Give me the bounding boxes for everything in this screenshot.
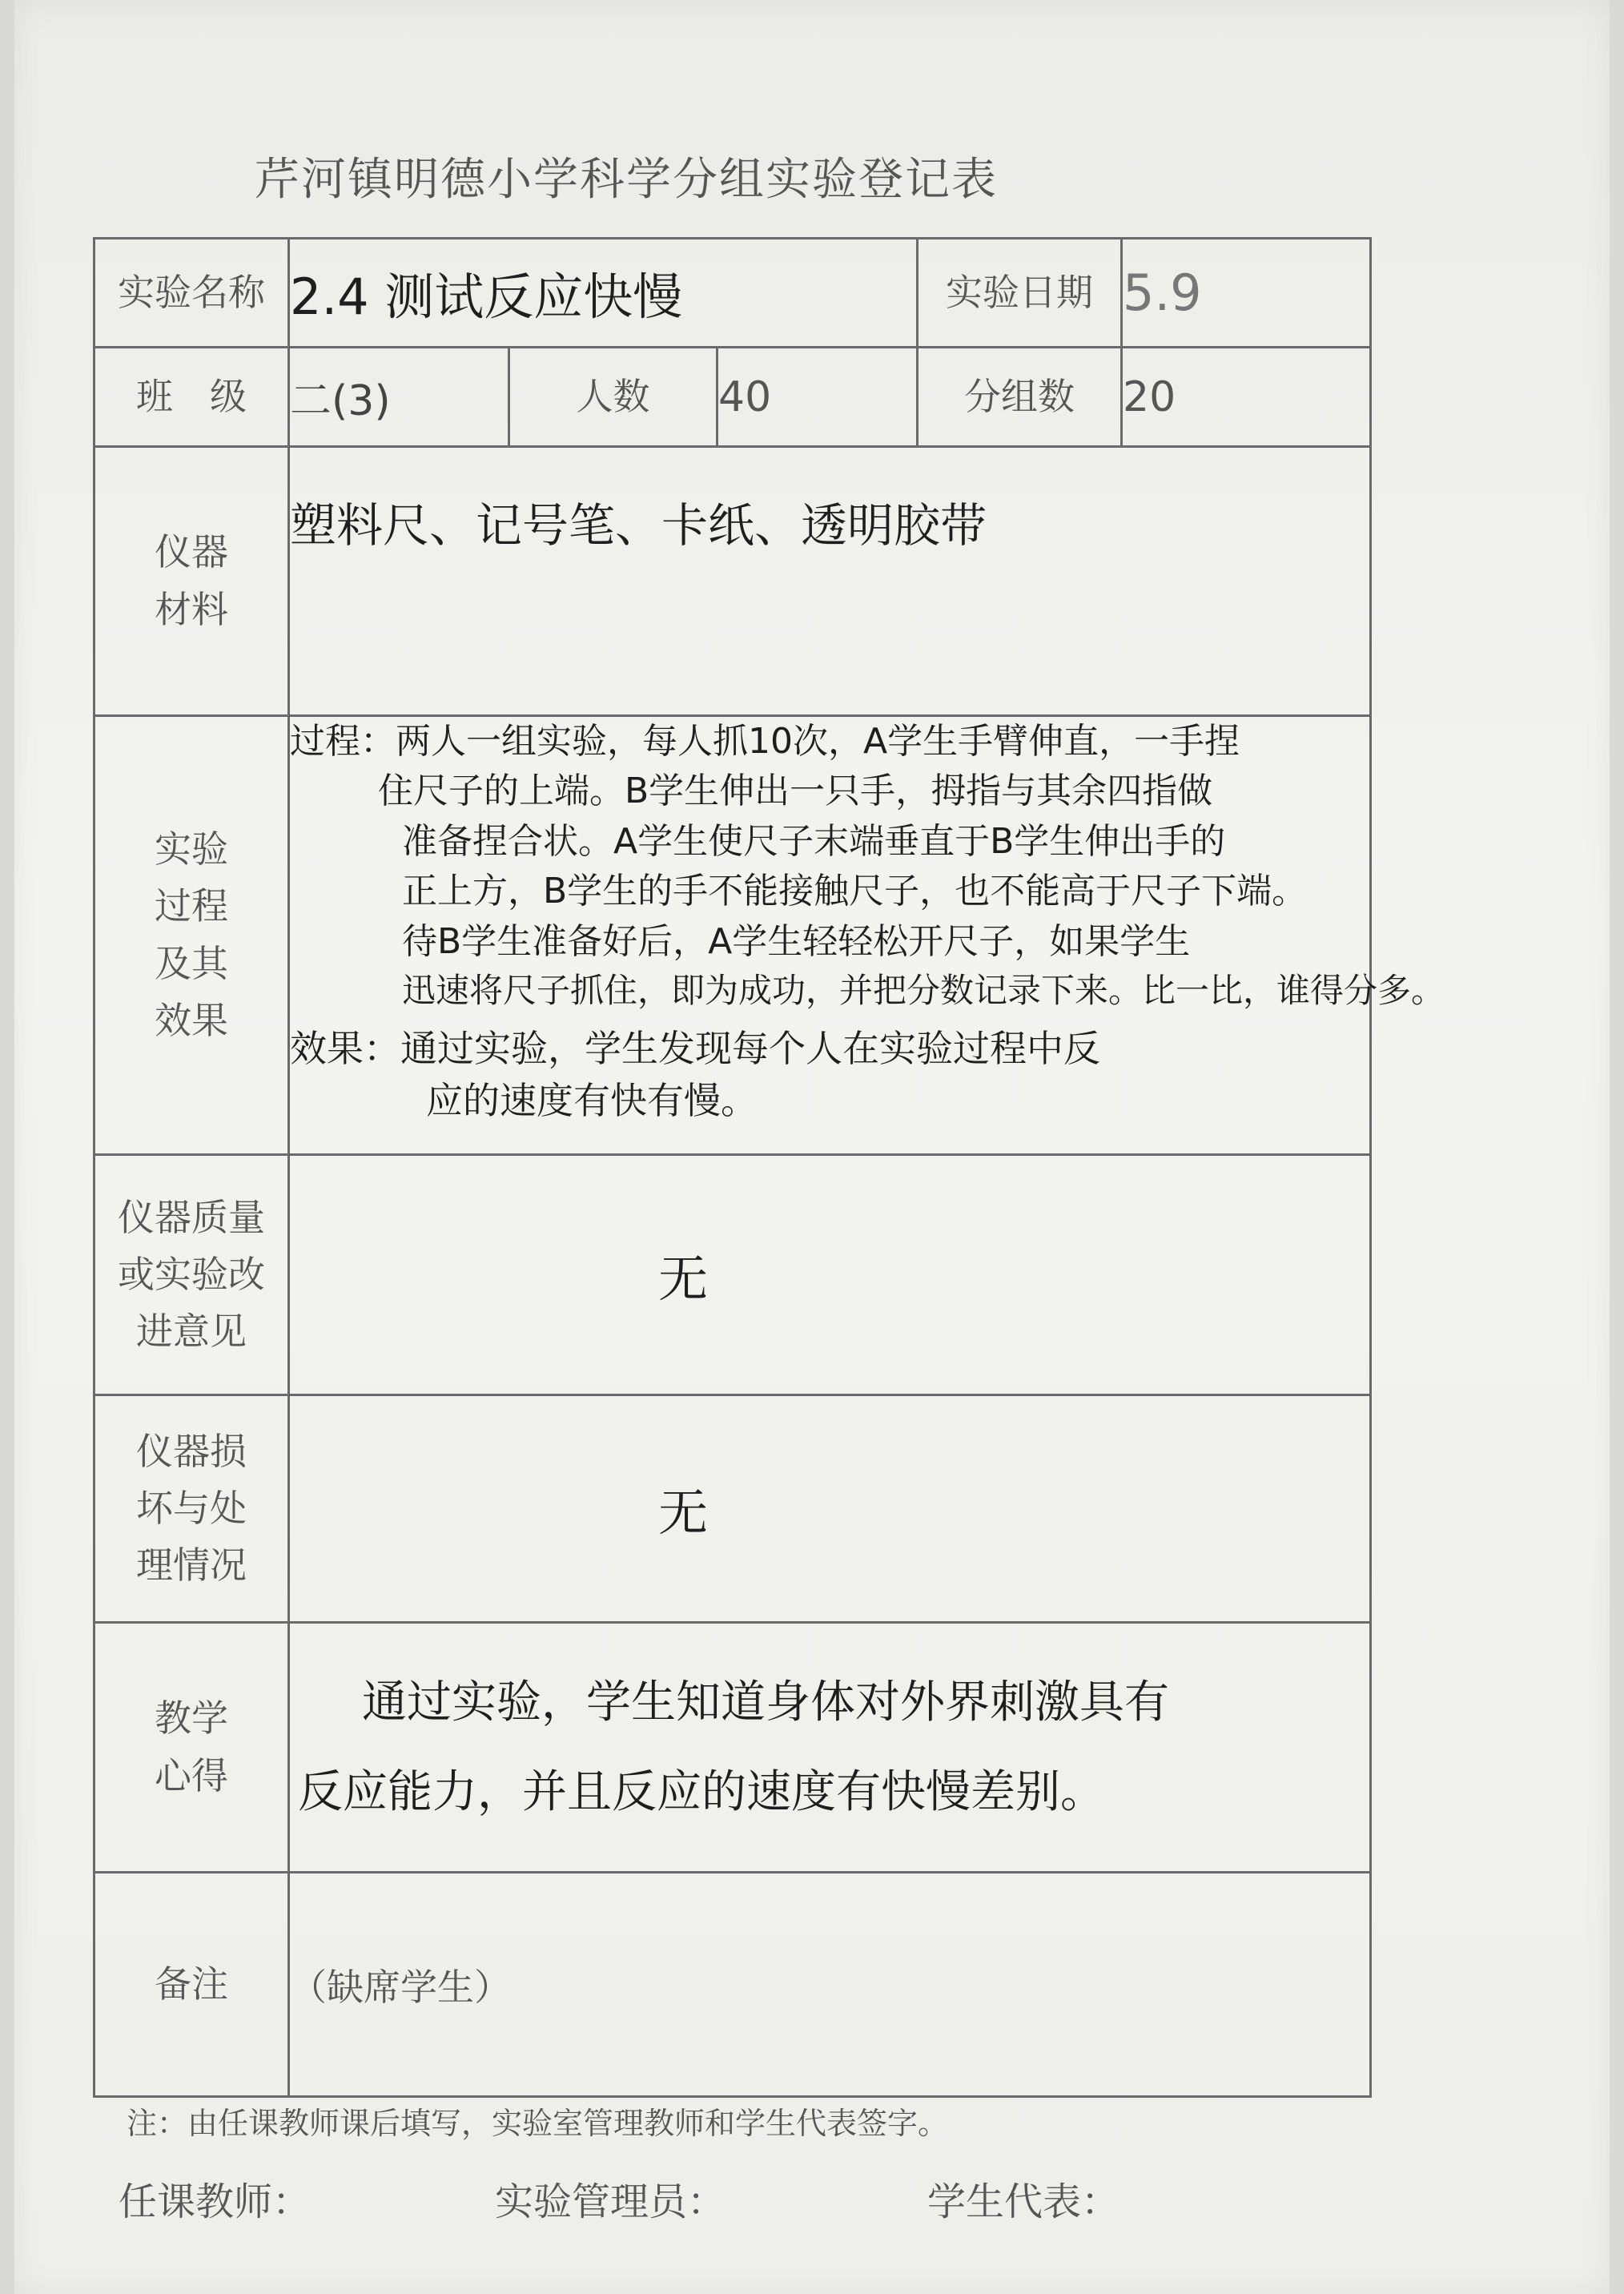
effect-line: 效果：通过实验，学生发现每个人在实验过程中反 [290,1026,1100,1070]
value-reflection [289,1623,1371,1873]
row-class [94,348,1371,447]
label-class: 班 级 [94,348,289,447]
label-materials: 仪器材料 [94,447,289,716]
form-title: 芹河镇明德小学科学分组实验登记表 [255,154,998,206]
value-experiment-date: 5.9 [1122,239,1371,348]
row-remarks [94,1873,1371,2097]
label-experiment-date: 实验日期 [918,239,1122,348]
label-quality: 仪器质量或实验改进意见 [94,1155,289,1395]
effect-line: 应的速度有快有慢。 [426,1079,758,1123]
value-process [289,716,1445,1155]
label-headcount: 人数 [509,348,718,447]
value-remarks: （缺席学生） [289,1873,1371,2097]
reflection-line: 反应能力，并且反应的速度有快慢差别。 [298,1765,1105,1818]
row-quality [94,1155,1371,1395]
signature-lab-admin: 实验管理员： [495,2179,726,2224]
footer-note: 注：由任课教师课后填写，实验室管理教师和学生代表签字。 [127,2106,949,2141]
process-line: 迅速将尺子抓住，即为成功，并把分数记录下来。比一比，谁得分多。 [402,971,1445,1011]
value-headcount: 40 [718,348,918,447]
process-line: 待B学生准备好后，A学生轻轻松开尺子，如果学生 [402,920,1191,962]
registration-table [93,237,1445,2098]
row-reflection [94,1623,1371,1873]
value-group-count: 20 [1122,348,1371,447]
signature-teacher: 任课教师： [119,2179,312,2224]
process-line: 住尺子的上端。B学生伸出一只手，拇指与其余四指做 [378,771,1213,812]
value-damage: 无 [289,1395,1371,1623]
signature-student-rep: 学生代表： [927,2179,1120,2224]
process-line: 过程：两人一组实验，每人抓10次，A学生手臂伸直，一手捏 [290,721,1240,762]
row-process [94,716,1371,1155]
value-quality: 无 [289,1155,1371,1395]
label-group-count: 分组数 [918,348,1122,447]
label-remarks: 备注 [94,1873,289,2097]
label-process: 实验过程及其效果 [94,716,289,1155]
row-materials [94,447,1371,716]
label-reflection: 教学心得 [94,1623,289,1873]
process-line: 准备捏合状。A学生使尺子末端垂直于B学生伸出手的 [402,820,1226,862]
row-experiment-name [94,239,1371,348]
value-materials: 塑料尺、记号笔、卡纸、透明胶带 [289,447,1371,716]
reflection-line: 通过实验，学生知道身体对外界刺激具有 [362,1676,1169,1729]
form-paper [14,0,1610,2294]
value-class: 二(3) [289,348,509,447]
label-experiment-name: 实验名称 [94,239,289,348]
label-damage: 仪器损坏与处理情况 [94,1395,289,1623]
row-damage [94,1395,1371,1623]
process-line: 正上方，B学生的手不能接触尺子，也不能高于尺子下端。 [402,871,1308,912]
value-experiment-name: 2.4 测试反应快慢 [289,239,918,348]
